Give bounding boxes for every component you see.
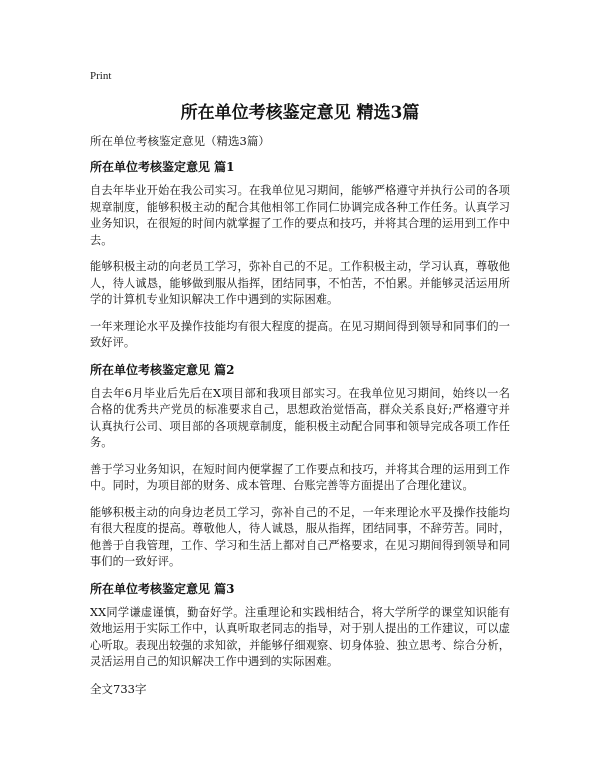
paragraph: 能够积极主动的向老员工学习，弥补自己的不足。工作积极主动，学习认真，尊敬他人，待人诚恳，能够做到服从指挥，团结同事，不怕苦，不怕累。并能够灵活运用所学的计算机专业知识解决工作中遇到的实际困难。 — [90, 260, 510, 306]
paragraph: 自去年毕业开始在我公司实习。在我单位见习期间，能够严格遵守并执行公司的各项规章制度，能够积极主动的配合其他相邻工作同仁协调完成各种工作任务。认真学习业务知识，在很短的时间内就掌握了工作的要点和技巧，并将其合理的运用到工作中去。 — [90, 184, 510, 247]
page-title: 所在单位考核鉴定意见 精选3篇 — [180, 103, 420, 123]
section-2 — [90, 362, 510, 571]
word-count: 全文733字 — [90, 681, 147, 696]
document-body — [90, 133, 510, 697]
section-heading: 所在单位考核鉴定意见 篇1 — [90, 160, 235, 174]
paragraph: 自去年6月毕业后先后在X项目部和我项目部实习。在我单位见习期间，始终以一名合格的优秀共产党员的标准要求自己，思想政治觉悟高，群众关系良好;严格遵守并认真执行公司、项目部的各项规章制度，能积极主动配合同事和领导完成各项工作任务。 — [90, 386, 510, 449]
section-heading: 所在单位考核鉴定意见 篇2 — [90, 362, 235, 377]
section-heading: 所在单位考核鉴定意见 篇3 — [90, 581, 235, 596]
paragraph: 能够积极主动的向身边老员工学习，弥补自己的不足，一年来理论水平及操作技能均有很大程度的提高。尊敬他人，待人诚恳，服从指挥，团结同事，不辞劳苦。同时，他善于自我管理，工作、学习和生活上都对自己严格要求，在见习期间得到领导和同事们的一致好评。 — [90, 505, 510, 568]
section-3 — [90, 581, 510, 671]
paragraph: 一年来理论水平及操作技能均有很大程度的提高。在见习期间得到领导和同事们的一致好评。 — [90, 319, 510, 349]
paragraph: XX同学谦虚谨慎，勤奋好学。注重理论和实践相结合，将大学所学的课堂知识能有效地运用于实际工作中，认真听取老同志的指导，对于别人提出的工作建议，可以虚心听取。表现出较强的求知欲，并能够仔细观察、切身体验、独立思考、综合分析，灵活运用自己的知识解决工作中遇到的实际困难。 — [90, 605, 510, 668]
paragraph: 善于学习业务知识，在短时间内便掌握了工作要点和技巧，并将其合理的运用到工作中。同时，为项目部的财务、成本管理、台账完善等方面提出了合理化建议。 — [90, 462, 510, 492]
section-1 — [90, 159, 510, 352]
document-subtitle: 所在单位考核鉴定意见（精选3篇） — [90, 134, 270, 148]
print-label[interactable]: Print — [90, 70, 112, 82]
